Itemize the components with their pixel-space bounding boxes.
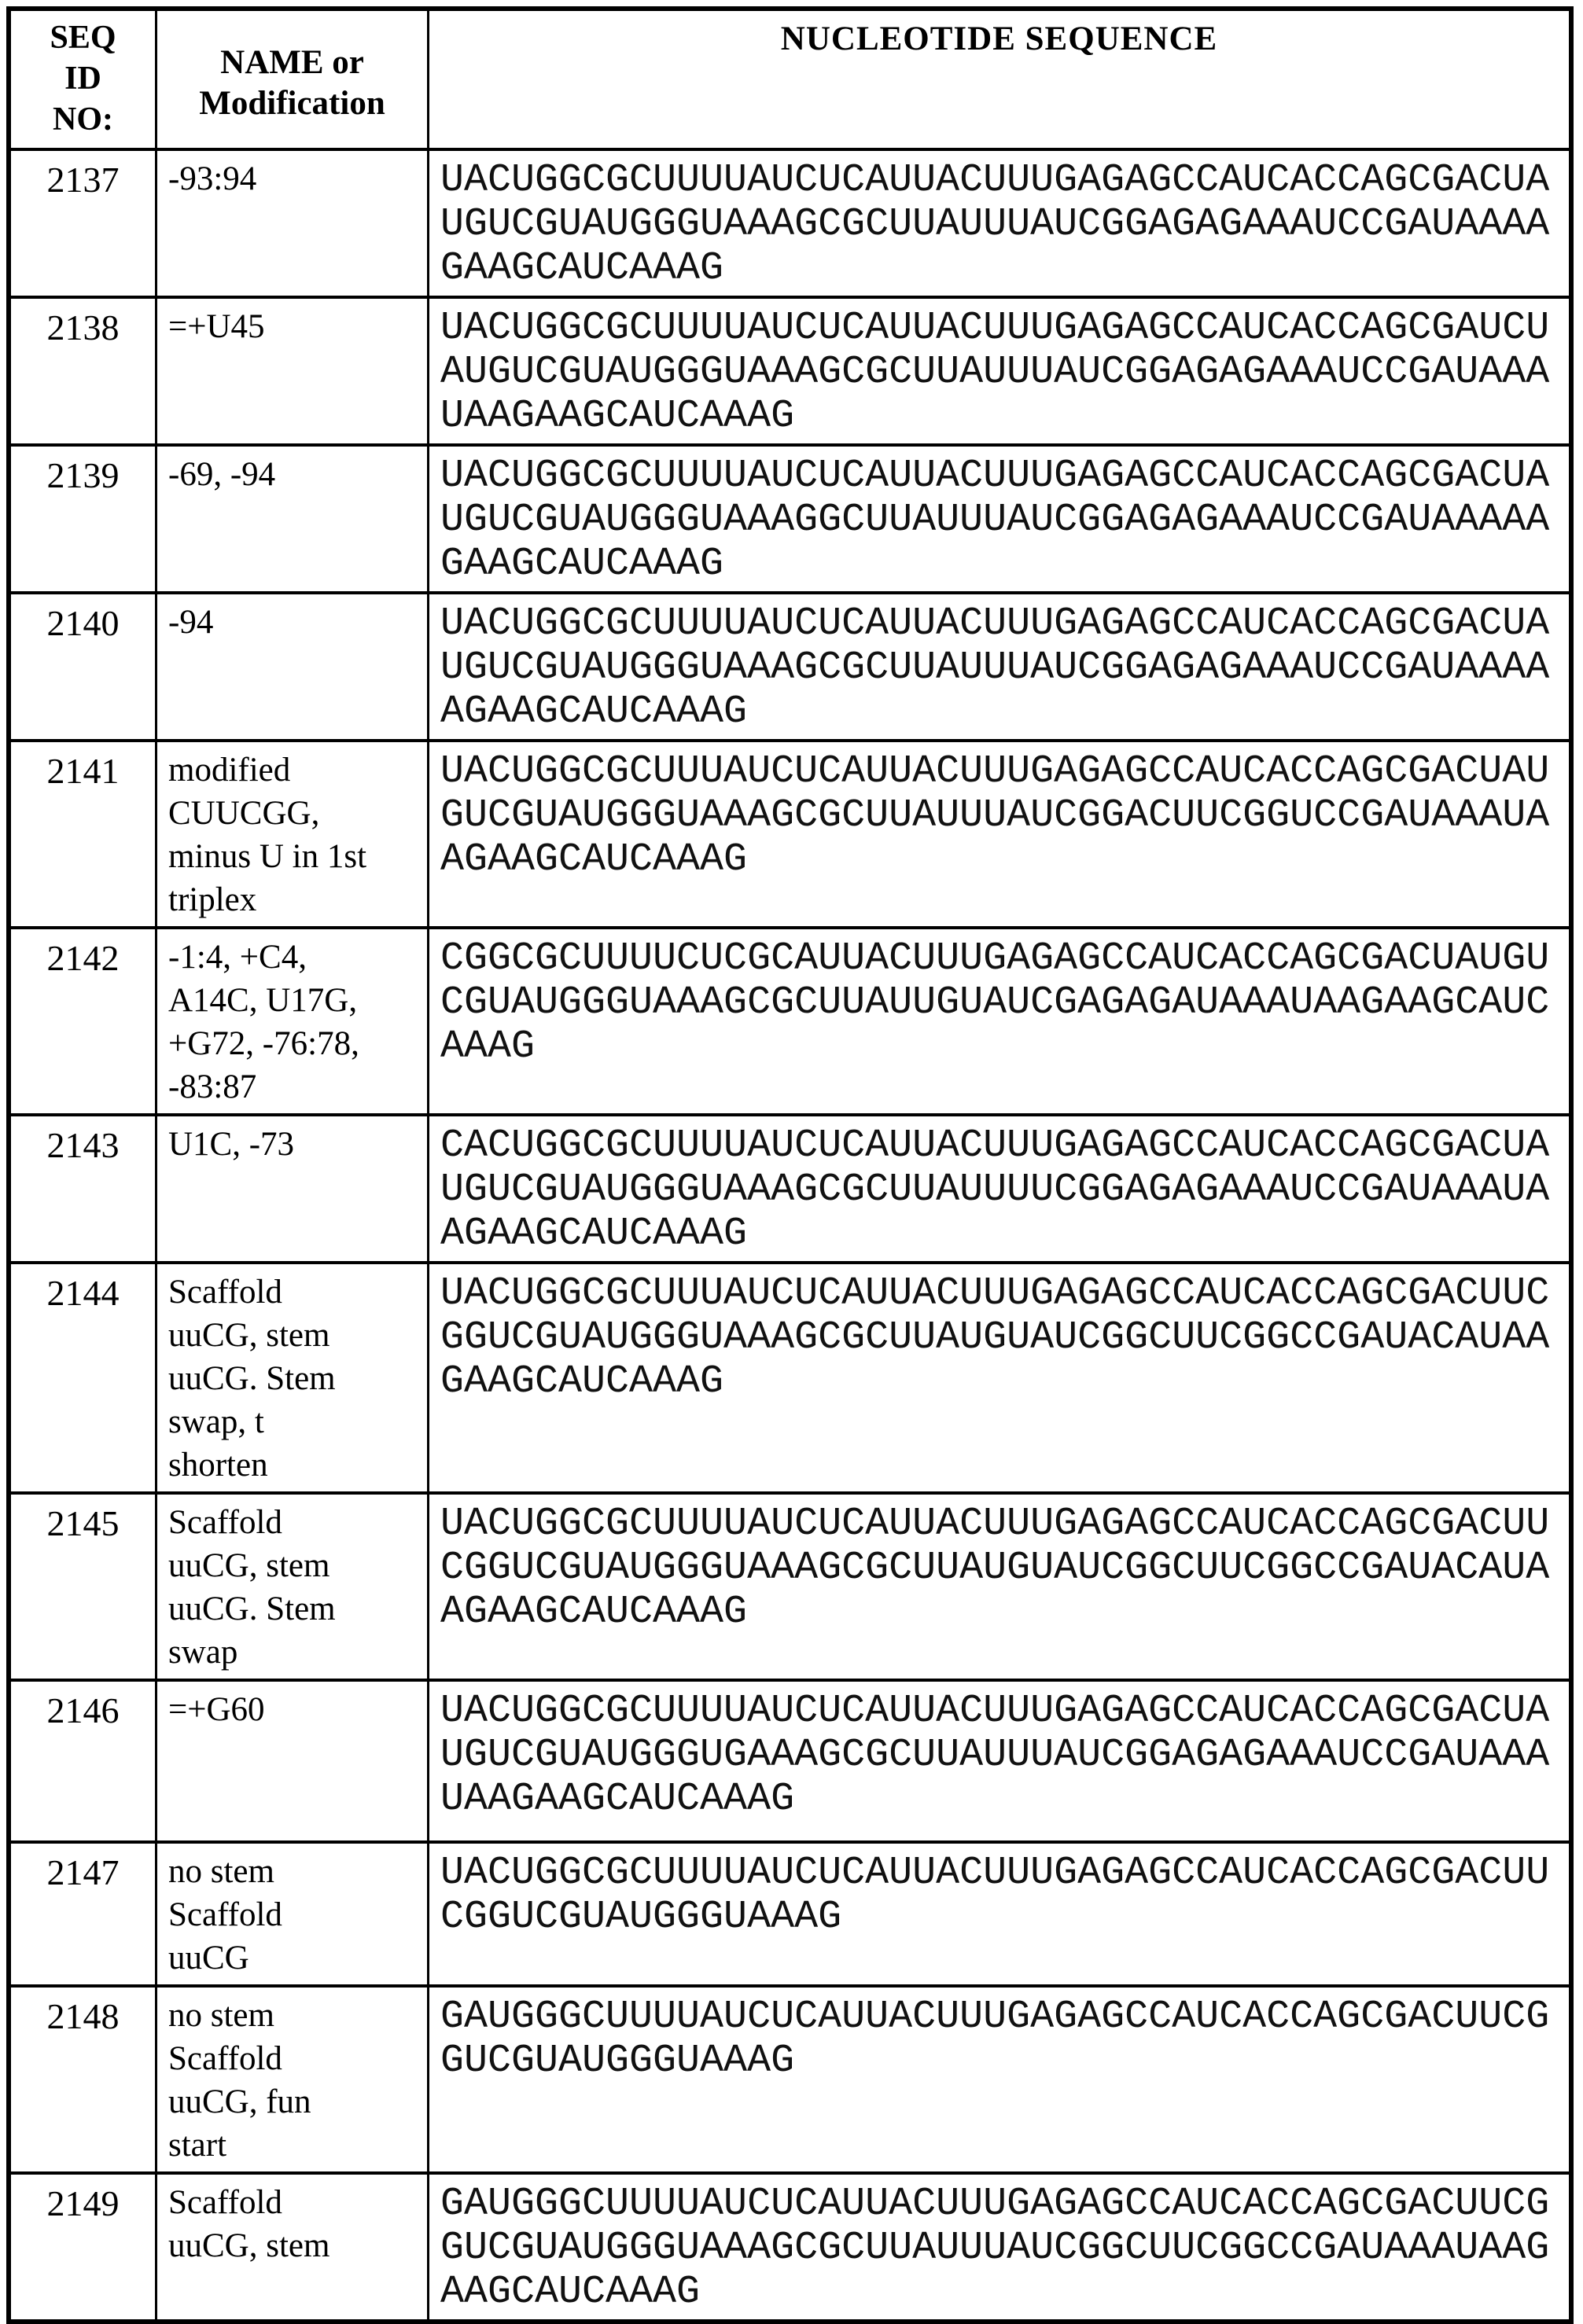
- name-cell: no stem Scaffold uuCG: [157, 1844, 429, 1984]
- name-cell: Scaffold uuCG, stem uuCG. Stem swap, t shorten: [157, 1264, 429, 1491]
- document-page: [6, 6, 1574, 2324]
- table-row: [11, 447, 1569, 594]
- table-row: [11, 1264, 1569, 1495]
- seq-id-cell: 2138: [11, 299, 157, 443]
- name-cell: no stem Scaffold uuCG, fun start: [157, 1988, 429, 2171]
- seq-id-cell: 2146: [11, 1682, 157, 1840]
- seq-id-cell: 2143: [11, 1116, 157, 1261]
- sequence-cell: GAUGGGCUUUUAUCUCAUUACUUUGAGAGCCAUCACCAGCGACUUCG GUCGUAUGGGUAAAGCGCUUAUUUAUCGGCUUCGGCCGAUAAAUAAG AAGCAUCAAAG: [440, 2182, 1550, 2315]
- sequence-cell: UACUGGCGCUUUUAUCUCAUUACUUUGAGAGCCAUCACCAGCGACUU CGGUCGUAUGGGUAAAGCGCUUAUGUAUCGGCUUCGGCCGAUACAUA AGAAGCAUCAAAG: [440, 1502, 1550, 1635]
- name-cell: -94: [157, 594, 429, 739]
- sequence-cell: UACUGGCGCUUUUAUCUCAUUACUUUGAGAGCCAUCACCAGCGACUA UGUCGUAUGGGUAAAGGCUUAUUUAUCGGAGAGAAAUCCGAUAAAAA GAAGCAUCAAAG: [440, 454, 1550, 587]
- sequence-cell: GAUGGGCUUUUAUCUCAUUACUUUGAGAGCCAUCACCAGCGACUUCG GUCGUAUGGGUAAAG: [440, 1995, 1550, 2083]
- name-cell: =+G60: [157, 1682, 429, 1840]
- name-cell: -93:94: [157, 151, 429, 296]
- table-header-row: [11, 11, 1569, 151]
- seq-id-cell: 2137: [11, 151, 157, 296]
- table-row: [11, 742, 1569, 929]
- header-name-or-modification: NAME or Modification: [157, 11, 429, 148]
- sequence-cell: CACUGGCGCUUUUAUCUCAUUACUUUGAGAGCCAUCACCAGCGACUA UGUCGUAUGGGUAAAGCGCUUAUUUUCGGAGAGAAAUCCGAUAAAUA AGAAGCAUCAAAG: [440, 1123, 1550, 1256]
- sequence-cell: UACUGGCGCUUUUAUCUCAUUACUUUGAGAGCCAUCACCAGCGACUU CGGUCGUAUGGGUAAAG: [440, 1851, 1550, 1940]
- sequence-cell: UACUGGCGCUUUUAUCUCAUUACUUUGAGAGCCAUCACCAGCGACUA UGUCGUAUGGGUAAAGCGCUUAUUUAUCGGAGAGAAAUCCGAUAAAA AGAAGCAUCAAAG: [440, 601, 1550, 734]
- seq-id-cell: 2144: [11, 1264, 157, 1491]
- name-cell: Scaffold uuCG, stem: [157, 2175, 429, 2319]
- seq-id-cell: 2147: [11, 1844, 157, 1984]
- sequence-cell: CGGCGCUUUUCUCGCAUUACUUUGAGAGCCAUCACCAGCGACUAUGU CGUAUGGGUAAAGCGCUUAUUGUAUCGAGAGAUAAAUAAGAAGCAUC AAAG: [440, 936, 1550, 1069]
- table-row: [11, 1844, 1569, 1988]
- name-cell: Scaffold uuCG, stem uuCG. Stem swap: [157, 1495, 429, 1679]
- header-seq-id: SEQ ID NO:: [11, 11, 157, 148]
- sequence-cell: UACUGGCGCUUUUAUCUCAUUACUUUGAGAGCCAUCACCAGCGAUCU AUGUCGUAUGGGUAAAGCGCUUAUUUAUCGGAGAGAAAUCCGAUAAA UAAGAAGCAUCAAAG: [440, 306, 1550, 439]
- seq-id-cell: 2145: [11, 1495, 157, 1679]
- sequence-cell: UACUGGCGCUUUUAUCUCAUUACUUUGAGAGCCAUCACCAGCGACUA UGUCGUAUGGGUGAAAGCGCUUAUUUAUCGGAGAGAAAUCCGAUAAA UAAGAAGCAUCAAAG: [440, 1689, 1550, 1822]
- name-cell: -69, -94: [157, 447, 429, 591]
- sequence-cell: UACUGGCGCUUUUAUCUCAUUACUUUGAGAGCCAUCACCAGCGACUA UGUCGUAUGGGUAAAGCGCUUAUUUAUCGGAGAGAAAUCCGAUAAAA GAAGCAUCAAAG: [440, 158, 1550, 291]
- name-cell: U1C, -73: [157, 1116, 429, 1261]
- table-row: [11, 1116, 1569, 1264]
- table-row: [11, 1988, 1569, 2175]
- seq-id-cell: 2142: [11, 929, 157, 1113]
- name-cell: modified CUUCGG, minus U in 1st triplex: [157, 742, 429, 926]
- table-row: [11, 1495, 1569, 1682]
- seq-id-cell: 2141: [11, 742, 157, 926]
- seq-id-cell: 2139: [11, 447, 157, 591]
- seq-id-cell: 2148: [11, 1988, 157, 2171]
- sequence-cell: UACUGGCGCUUUAUCUCAUUACUUUGAGAGCCAUCACCAGCGACUUC GGUCGUAUGGGUAAAGCGCUUAUGUAUCGGCUUCGGCCGAUACAUAA GAAGCAUCAAAG: [440, 1271, 1550, 1404]
- sequence-table: [6, 6, 1574, 2324]
- table-row: [11, 299, 1569, 447]
- name-cell: -1:4, +C4, A14C, U17G, +G72, -76:78, -83:87: [157, 929, 429, 1113]
- header-nucleotide-sequence: NUCLEOTIDE SEQUENCE: [780, 20, 1218, 57]
- table-row: [11, 929, 1569, 1116]
- table-row: [11, 151, 1569, 299]
- table-row: [11, 594, 1569, 742]
- table-row: [11, 1682, 1569, 1844]
- sequence-cell: UACUGGCGCUUUAUCUCAUUACUUUGAGAGCCAUCACCAGCGACUAU GUCGUAUGGGUAAAGCGCUUAUUUAUCGGACUUCGGUCCGAUAAAUA AGAAGCAUCAAAG: [440, 749, 1550, 882]
- seq-id-cell: 2149: [11, 2175, 157, 2319]
- name-cell: =+U45: [157, 299, 429, 443]
- table-row: [11, 2175, 1569, 2319]
- seq-id-cell: 2140: [11, 594, 157, 739]
